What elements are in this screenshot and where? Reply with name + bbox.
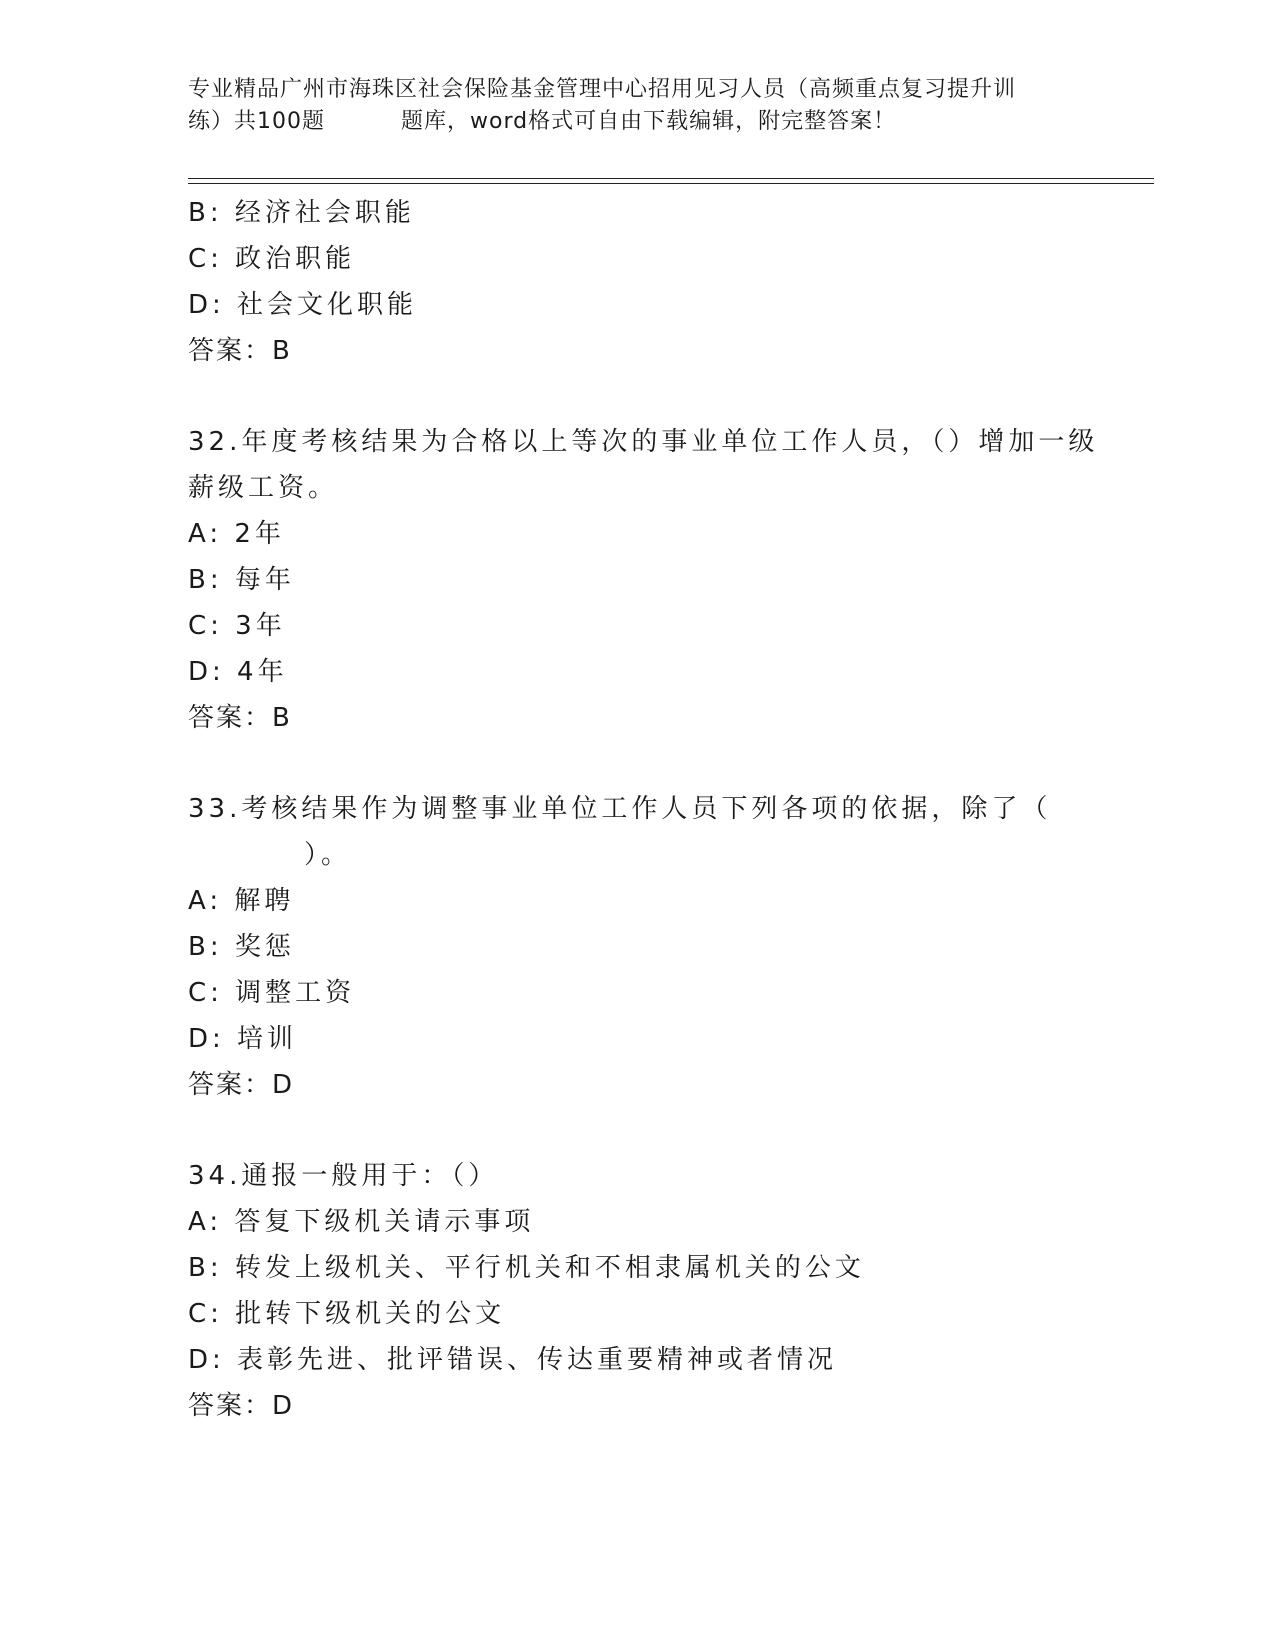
header-divider-bottom [188,183,1154,184]
option-a: A: 2年 [188,519,285,549]
header-line-2-part-a: 练）共100题 [188,109,325,134]
header-line-2 [188,106,1088,138]
header-line-1: 专业精品广州市海珠区社会保险基金管理中心招用见习人员（高频重点复习提升训 [188,77,1017,102]
question-list [188,190,1148,1429]
option-b: B: 每年 [188,565,295,595]
header-divider-top [188,178,1154,179]
answer-line: 答案：B [188,703,292,733]
option-d: D: 4年 [188,657,288,687]
option-c: C: 3年 [188,611,286,641]
answer-line: 答案：D [188,1391,295,1421]
option-d: D: 培训 [188,1024,298,1054]
question-block-prev [188,190,1148,374]
option-d: D: 社会文化职能 [188,290,418,320]
option-b: B: 转发上级机关、平行机关和不相隶属机关的公文 [188,1253,865,1283]
question-block-33 [188,786,1148,1108]
answer-line: 答案：B [188,336,292,366]
question-stem-line-2: 薪级工资。 [188,473,339,503]
option-c: C: 政治职能 [188,244,356,274]
question-stem-line-1: 34.通报一般用于：（） [188,1161,499,1191]
question-stem-line-2: ）。 [304,840,352,870]
option-a: A: 解聘 [188,886,295,916]
question-block-32 [188,419,1148,741]
option-b: B: 经济社会职能 [188,198,415,228]
option-a: A: 答复下级机关请示事项 [188,1207,535,1237]
question-stem-line-2-wrap [188,832,1148,878]
header-line-2-part-b: 题库，word格式可自由下载编辑，附完整答案！ [401,109,897,134]
option-b: B: 奖惩 [188,932,295,962]
option-d: D: 表彰先进、批评错误、传达重要精神或者情况 [188,1345,838,1375]
option-c: C: 批转下级机关的公文 [188,1299,506,1329]
option-c: C: 调整工资 [188,978,356,1008]
document-header [188,74,1088,138]
question-stem-line-1: 33.考核结果作为调整事业单位工作人员下列各项的依据，除了（ [188,794,1052,824]
question-stem-line-1: 32.年度考核结果为合格以上等次的事业单位工作人员，（）增加一级 [188,427,1099,457]
answer-line: 答案：D [188,1070,295,1100]
question-block-34 [188,1153,1148,1429]
